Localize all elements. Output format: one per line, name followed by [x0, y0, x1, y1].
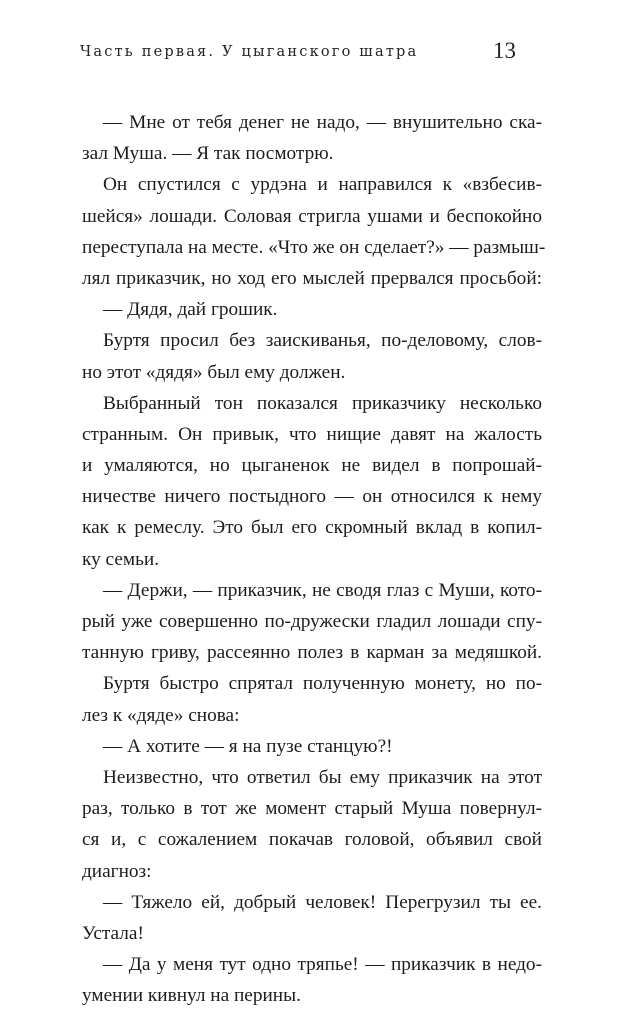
text-line: диагноз: — [82, 860, 152, 882]
text-line: — Мне от тебя денег не надо, — внушительно ска- — [103, 112, 542, 133]
paragraph — [82, 762, 542, 887]
text-line: шейся» лошади. Соловая стригла ушами и беспокойно — [82, 205, 542, 227]
text-line: Буртя быстро спрятал полученную монету, но по- — [103, 673, 542, 695]
paragraph — [82, 668, 542, 730]
text-line: ся и, с сожалением покачав головой, объявил свой — [82, 829, 542, 851]
text-line: переступала на месте. «Что же он сделает?» — размыш- — [82, 236, 546, 258]
page-number: 13 — [493, 38, 516, 63]
paragraph — [82, 887, 542, 949]
paragraph — [82, 294, 542, 325]
text-line: ничестве ничего постыдного — он относился к нему — [82, 486, 542, 508]
text-line: — Держи, — приказчик, не сводя глаз с Муши, кото- — [103, 579, 542, 601]
text-line: лял приказчик, но ход его мыслей прервался просьбой: — [82, 267, 542, 289]
text-line: раз, только в тот же момент старый Муша повернул- — [82, 798, 542, 820]
text-line: — Дядя, дай грошик. — [103, 299, 278, 321]
text-line: умении кивнул на перины. — [82, 985, 301, 1007]
paragraph — [82, 575, 542, 669]
body-text — [82, 107, 546, 1011]
paragraph — [82, 731, 542, 762]
running-head: Часть первая. У цыганского шатра — [80, 44, 419, 60]
paragraph — [82, 388, 542, 575]
text-line: странным. Он привык, что нищие давят на жалость — [82, 423, 542, 445]
text-line: Он спустился с урдэна и направился к «взбесив- — [103, 174, 542, 196]
text-line: ку семьи. — [82, 548, 160, 570]
text-line: — А хотите — я на пузе станцую?! — [103, 735, 393, 757]
text-line: но этот «дядя» был ему должен. — [82, 361, 346, 383]
text-line: рый уже совершенно по-дружески гладил лошади спу- — [82, 611, 542, 632]
text-line: зал Муша. — Я так посмотрю. — [82, 143, 334, 165]
text-line: как к ремеслу. Это был его скромный вклад в копил- — [82, 517, 542, 539]
text-line: Буртя просил без заискиванья, по-деловому, слов- — [103, 330, 542, 352]
text-line: Выбранный тон показался приказчику несколько — [103, 392, 542, 414]
text-line: — Да у меня тут одно тряпье! — приказчик в недо- — [103, 954, 542, 976]
text-line: и умаляются, но цыганенок не видел в попрошай- — [82, 455, 542, 477]
text-line: танную гриву, рассеянно полез в карман за медяшкой. — [82, 642, 542, 664]
paragraph — [82, 325, 542, 387]
paragraph — [82, 949, 542, 1011]
text-line: Устала! — [82, 922, 144, 944]
paragraph — [82, 107, 542, 169]
text-line: — Тяжело ей, добрый человек! Перегрузил ты ее. — [103, 891, 542, 913]
paragraph — [82, 169, 546, 294]
text-line: лез к «дяде» снова: — [82, 704, 240, 726]
text-line: Неизвестно, что ответил бы ему приказчик на этот — [103, 766, 542, 788]
